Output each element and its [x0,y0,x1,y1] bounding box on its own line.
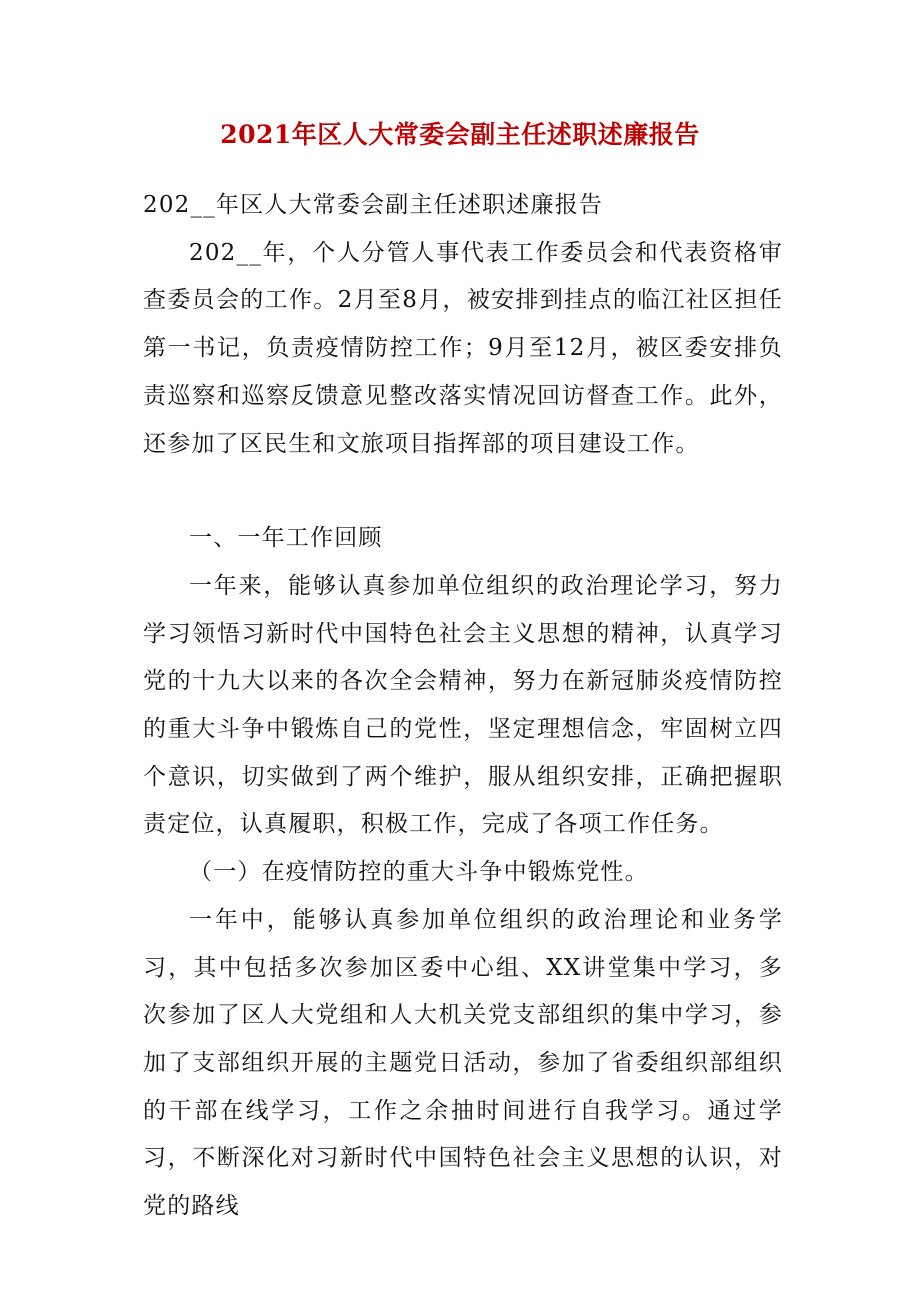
section-paragraph: 一年来，能够认真参加单位组织的政治理论学习，努力学习领悟习新时代中国特色社会主义思想的精神，认真学习党的十九大以来的各次全会精神，努力在新冠肺炎疫情防控的重大斗争中锻炼自己的党性，坚定理想信念，牢固树立四个意识，切实做到了两个维护，服从组织安排，正确把握职责定位，认真履职，积极工作，完成了各项工作任务。 [143,572,783,838]
subsection-paragraph: 一年中，能够认真参加单位组织的政治理论和业务学习，其中包括多次参加区委中心组、XX讲堂集中学习，多次参加了区人大党组和人大机关党支部组织的集中学习，参加了支部组织开展的主题党日活动，参加了省委组织部组织的干部在线学习，工作之余抽时间进行自我学习。通过学习，不断深化对习新时代中国特色社会主义思想的认识，对党的路线 [143,906,783,1220]
document-title: 2021年区人大常委会副主任述职述廉报告 [220,120,700,149]
section-heading: 一、一年工作回顾 [189,525,383,552]
paragraph-spacer [143,468,783,515]
subsection-heading: （一）在疫情防控的重大斗争中锻炼党性。 [189,859,649,886]
document-body [143,182,783,1231]
intro-paragraph: 202__年，个人分管人事代表工作委员会和代表资格审查委员会的工作。2月至8月，被安排到挂点的临江社区担任第一书记，负责疫情防控工作；9月至12月，被区委安排负责巡察和巡察反馈意见整改落实情况回访督查工作。此外，还参加了区民生和文旅项目指挥部的项目建设工作。 [143,239,783,457]
document-subtitle: 202__年区人大常委会副主任述职述廉报告 [143,192,604,218]
